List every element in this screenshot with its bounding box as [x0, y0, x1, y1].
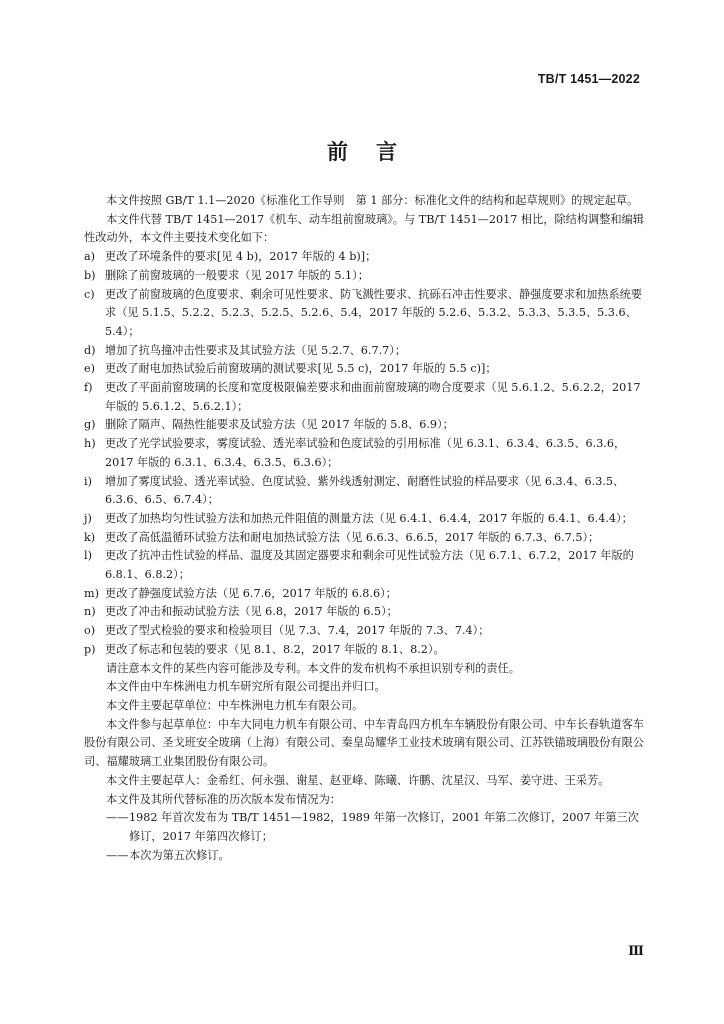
- list-item: [84, 379, 644, 416]
- list-item-label: k): [84, 530, 96, 544]
- list-item: [84, 641, 644, 660]
- list-item-text: 更改了耐电加热试验后前窗玻璃的测试要求[见 5.5 c)，2017 年版的 5.5 c)]；: [105, 362, 497, 376]
- list-item-label: e): [84, 362, 95, 376]
- list-item: [84, 473, 644, 510]
- list-item-label: b): [84, 268, 96, 282]
- paragraph: 本文件按照 GB/T 1.1—2020《标准化工作导则 第 1 部分：标准化文件的结构和起草规则》的规定起草。: [106, 194, 639, 207]
- page-number: Ⅲ: [628, 944, 644, 959]
- list-item-text: 增加了抗鸟撞冲击性要求及其试验方法（见 5.2.7、6.7.7）；: [105, 343, 407, 357]
- list-item-text: 删除了隔声、隔热性能要求及试验方法（见 2017 年版的 5.8、6.9）；: [105, 418, 454, 432]
- paragraph: 本文件主要起草单位：中车株洲电力机车有限公司。: [106, 698, 364, 712]
- list-item-text: 更改了冲击和振动试验方法（见 6.8，2017 年版的 6.5）；: [105, 605, 398, 619]
- list-item: [84, 416, 644, 435]
- list-item: [84, 286, 644, 342]
- list-item: [84, 435, 644, 472]
- list-item: [84, 360, 644, 379]
- list-item-text: 更改了抗冲击性试验的样品、温度及其固定器要求和剩余可见性试验方法（见 6.7.1、6.7.2，2017 年版的 6.8.1、6.8.2）；: [105, 549, 634, 582]
- list-item-text: 更改了加热均匀性试验方法和加热元件阻值的测量方法（见 6.4.1、6.4.4，2017 年版的 6.4.1、6.4.4）；: [105, 511, 633, 525]
- paragraph: 本文件代替 TB/T 1451—2017《机车、动车组前窗玻璃》。与 TB/T 1451—2017 相比，除结构调整和编辑性改动外，本文件主要技术变化如下：: [84, 212, 644, 245]
- list-item-label: m): [84, 586, 99, 600]
- list-item-label: n): [84, 605, 96, 619]
- list-item-label: c): [84, 287, 95, 301]
- list-item-text: 更改了平面前窗玻璃的长度和宽度极限偏差要求和曲面前窗玻璃的吻合度要求（见 5.6.1.2、5.6.2.2，2017 年版的 5.6.1.2、5.6.2.1）；: [105, 381, 641, 413]
- page-title: 前言: [327, 140, 425, 164]
- list-item: [84, 529, 644, 548]
- list-item-label: p): [84, 642, 96, 656]
- paragraph: 本文件及其所代替标准的历次版本发布情况为：: [106, 792, 341, 806]
- paragraph: 本文件参与起草单位：中车大同电力机车有限公司、中车青岛四方机车车辆股份有限公司、中车长春轨道客车股份有限公司、圣戈班安全玻璃（上海）有限公司、秦皇岛耀华工业技术玻璃有限公司、江苏铁锚玻璃股份有限公司、福耀玻璃工业集团股份有限公司。: [84, 717, 644, 769]
- list-item-text: 删除了前窗玻璃的一般要求（见 2017 年版的 5.1）；: [105, 268, 369, 282]
- list-item-label: h): [84, 437, 96, 451]
- list-item-label: i): [84, 474, 92, 488]
- document-body: [84, 192, 644, 865]
- list-item-text: 更改了前窗玻璃的色度要求、剩余可见性要求、防飞溅性要求、抗砾石冲击性要求、静强度要求和加热系统要求（见 5.1.5、5.2.2、5.2.3、5.2.5、5.2.6、5.4，2017 年版的 5.2.6、5.3.2、5.3.3、5.3.5、5.3.6、5.4）；: [105, 287, 643, 338]
- document-number: TB/T 1451—2022: [537, 72, 640, 86]
- list-item-text: 更改了标志和包装的要求（见 8.1、8.2，2017 年版的 8.1、8.2）。: [105, 642, 445, 656]
- list-item-text: 更改了光学试验要求，雾度试验、透光率试验和色度试验的引用标准（见 6.3.1、6.3.4、6.3.5、6.3.6，2017 年版的 6.3.1、6.3.4、6.3.5、6.3.6）；: [105, 437, 626, 469]
- history-item: [84, 809, 644, 846]
- list-item: [84, 248, 644, 267]
- list-item-text: 更改了高低温循环试验方法和耐电加热试验方法（见 6.6.3、6.6.5，2017 年版的 6.7.3、6.7.5）；: [105, 530, 600, 544]
- list-item: [84, 510, 644, 529]
- patent-notice: 请注意本文件的某些内容可能涉及专利。本文件的发布机构不承担识别专利的责任。: [106, 661, 520, 675]
- list-item-text: 增加了雾度试验、透光率试验、色度试验、紫外线透射测定、耐磨性试验的样品要求（见 6.3.4、6.3.5、6.3.6、6.5、6.7.4）；: [105, 474, 625, 507]
- history-list: [84, 809, 644, 865]
- list-item-label: a): [84, 250, 96, 264]
- history-text: 1982 年首次发布为 TB/T 1451—1982，1989 年第一次修订，2001 年第二次修订，2007 年第三次修订，2017 年第四次修订；: [129, 811, 639, 843]
- list-item-text: 更改了静强度试验方法（见 6.7.6，2017 年版的 6.8.6）；: [105, 586, 397, 600]
- list-item-text: 更改了环境条件的要求[见 4 b)，2017 年版的 4 b)]；: [105, 250, 377, 264]
- list-item-label: g): [84, 418, 96, 432]
- paragraph: 本文件由中车株洲电力机车研究所有限公司提出并归口。: [106, 680, 386, 694]
- list-item: [84, 547, 644, 584]
- list-item-text: 更改了型式检验的要求和检验项目（见 7.3、7.4，2017 年版的 7.3、7.4）；: [105, 624, 490, 638]
- list-item-label: f): [84, 381, 93, 395]
- list-item-label: l): [84, 549, 92, 563]
- list-item-label: j): [84, 511, 92, 525]
- list-item: [84, 622, 644, 641]
- paragraph: 本文件主要起草人：金希红、何永强、谢星、赵亚峰、陈曦、许鹏、沈星汉、马军、姜守进、王采芳。: [106, 773, 610, 787]
- list-item: [84, 267, 644, 286]
- history-dash: ——: [106, 811, 129, 825]
- history-text: 本次为第五次修订。: [129, 848, 230, 862]
- history-dash: ——: [106, 848, 129, 862]
- change-list: [84, 248, 644, 659]
- history-item: [84, 847, 644, 866]
- list-item: [84, 342, 644, 361]
- list-item: [84, 585, 644, 604]
- list-item: [84, 603, 644, 622]
- list-item-label: d): [84, 343, 96, 357]
- list-item-label: o): [84, 624, 96, 638]
